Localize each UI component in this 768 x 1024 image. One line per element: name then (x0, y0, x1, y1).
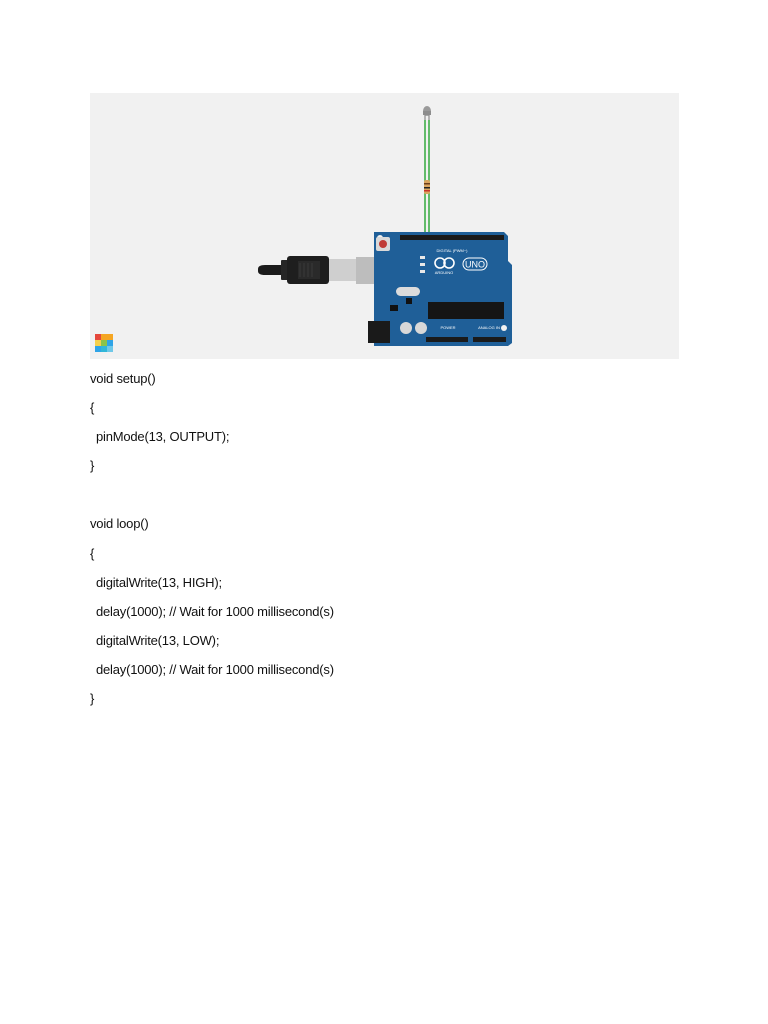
circuit-diagram (90, 93, 679, 359)
code-line: } (90, 691, 95, 707)
code-line: void setup() (90, 371, 156, 386)
usb-cable (258, 256, 392, 284)
board-name: UNO (465, 259, 485, 270)
code-line: digitalWrite(13, LOW); (96, 632, 220, 648)
digital-label: DIGITAL (PWM~) (436, 248, 468, 253)
wires (425, 120, 429, 239)
power-label: POWER (440, 325, 456, 330)
brand-text: ARDUINO (434, 270, 454, 275)
code-line: delay(1000); // Wait for 1000 millisecond(s) (96, 661, 334, 677)
led (423, 106, 431, 120)
arduino-board (368, 232, 512, 346)
code-line: { (90, 400, 95, 416)
code-line: delay(1000); // Wait for 1000 millisecond(s) (96, 603, 334, 619)
code-line: { (90, 545, 95, 561)
tinkercad-logo (95, 334, 113, 352)
code-line (90, 484, 334, 513)
analog-label: ANALOG IN (478, 325, 500, 330)
circuit-figure (90, 93, 679, 359)
code-line: digitalWrite(13, HIGH); (96, 574, 222, 590)
code-line: pinMode(13, OUTPUT); (96, 429, 230, 445)
code-line: void loop() (90, 516, 149, 532)
code-listing (90, 368, 334, 717)
resistor (424, 180, 430, 194)
code-line: } (90, 458, 95, 474)
